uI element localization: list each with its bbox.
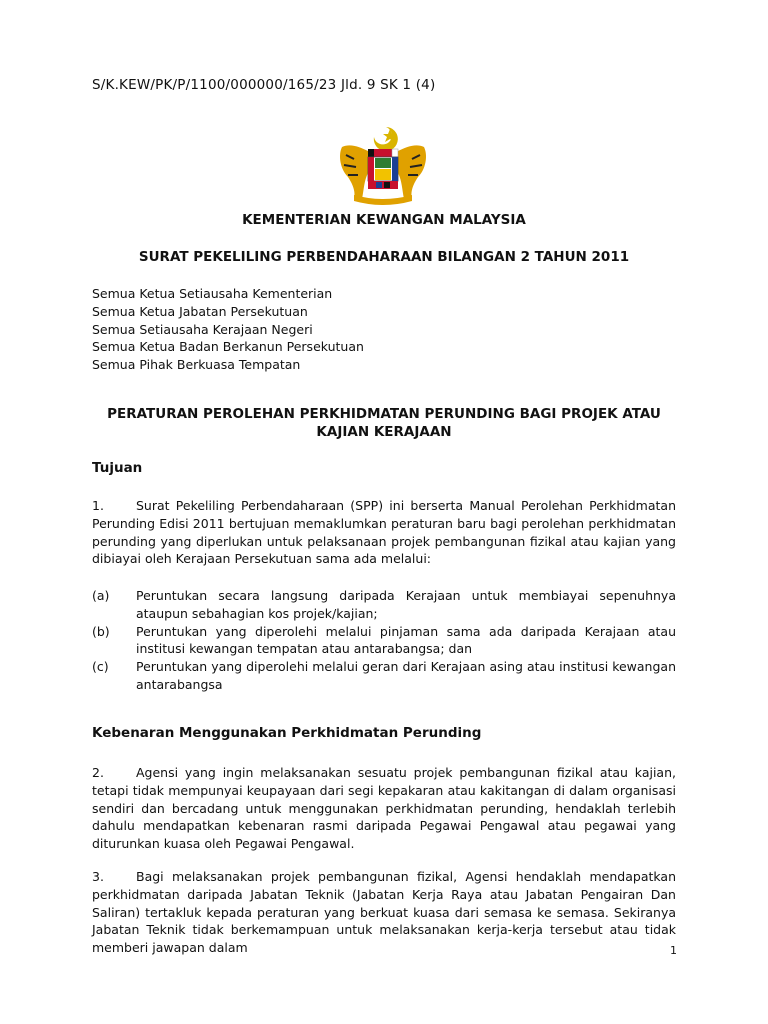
recipient-line: Semua Pihak Berkuasa Tempatan <box>92 357 301 373</box>
recipient-line: Semua Ketua Setiausaha Kementerian <box>92 286 333 301</box>
section-heading-tujuan: Tujuan <box>92 460 143 476</box>
item-text: Peruntukan yang diperolehi melalui geran dari Kerajaan asing atau institusi kewangan antarabangsa <box>136 659 676 692</box>
subject-title: PERATURAN PEROLEHAN PERKHIDMATAN PERUNDING BAGI PROJEK ATAU KAJIAN KERAJAAN <box>107 406 661 440</box>
item-text: Peruntukan secara langsung daripada Kerajaan untuk membiayai sepenuhnya ataupun sebahagian kos projek/kajian; <box>136 588 676 621</box>
recipient-line: Semua Setiausaha Kerajaan Negeri <box>92 321 313 337</box>
paragraph-text: Agensi yang ingin melaksanakan sesuatu projek pembangunan fizikal atau kajian, tetapi tidak mempunyai keupayaan dari segi kepakaran atau kakitangan di dalam organisasi sendiri dan bercadang untuk menggunakan perkhidmatan perunding, hendaklah terlebih dahulu mendapatkan kebenaran rasmi daripada Pegawai Pengawal atau pegawai yang diturunkan kuasa oleh Pegawai Pengawal. <box>92 765 676 852</box>
item-text: Peruntukan yang diperolehi melalui pinjaman sama ada daripada Kerajaan atau institusi kewangan tempatan atau antarabangsa; dan <box>136 623 676 657</box>
paragraph-text: Surat Pekeliling Perbendaharaan (SPP) ini berserta Manual Perolehan Perkhidmatan Perunding Edisi 2011 bertujuan memaklumkan peraturan baru bagi perolehan perkhidmatan perunding yang diperlukan untuk pelaksanaan projek pembangunan fizikal atau kajian yang dibiayai oleh Kerajaan Persekutuan sama ada melalui: <box>92 498 676 567</box>
item-label: (a) <box>92 588 110 603</box>
paragraph-number: 2. <box>92 765 104 780</box>
circular-title: SURAT PEKELILING PERBENDAHARAAN BILANGAN 2 TAHUN 2011 <box>138 249 630 265</box>
paragraph-number: 3. <box>92 869 104 884</box>
reference-number: S/K.KEW/PK/P/1100/000000/165/23 Jld. 9 SK 1 (4) <box>92 77 436 93</box>
recipient-line: Semua Ketua Badan Berkanun Persekutuan <box>92 339 364 355</box>
coat-of-arms-icon <box>334 125 432 205</box>
paragraph-2 <box>92 764 676 853</box>
page-number: 1 <box>670 944 677 957</box>
item-label: (c) <box>92 659 109 675</box>
ministry-title: KEMENTERIAN KEWANGAN MALAYSIA <box>242 212 526 228</box>
paragraph-number: 1. <box>92 498 104 513</box>
paragraph-text: Bagi melaksanakan projek pembangunan fizikal, Agensi hendaklah mendapatkan perkhidmatan daripada Jabatan Teknik (Jabatan Kerja Raya atau Jabatan Pengairan Dan Saliran) tertakluk kepada peraturan yang berkuat kuasa dari semasa ke semasa. Sekiranya Jabatan Teknik tidak berkemampuan untuk melaksanakan kerja-kerja tersebut atau tidak memberi jawapan dalam <box>92 869 676 956</box>
recipient-list <box>92 285 364 374</box>
recipient-line: Semua Ketua Jabatan Persekutuan <box>92 303 308 319</box>
list-item <box>92 658 676 694</box>
section-heading-kebenaran: Kebenaran Menggunakan Perkhidmatan Perunding <box>92 725 482 741</box>
paragraph-3 <box>92 868 676 957</box>
item-label: (b) <box>92 623 110 639</box>
list-item <box>92 587 676 623</box>
paragraph-1 <box>92 497 676 568</box>
list-item <box>92 623 676 659</box>
funding-source-list <box>92 587 676 694</box>
